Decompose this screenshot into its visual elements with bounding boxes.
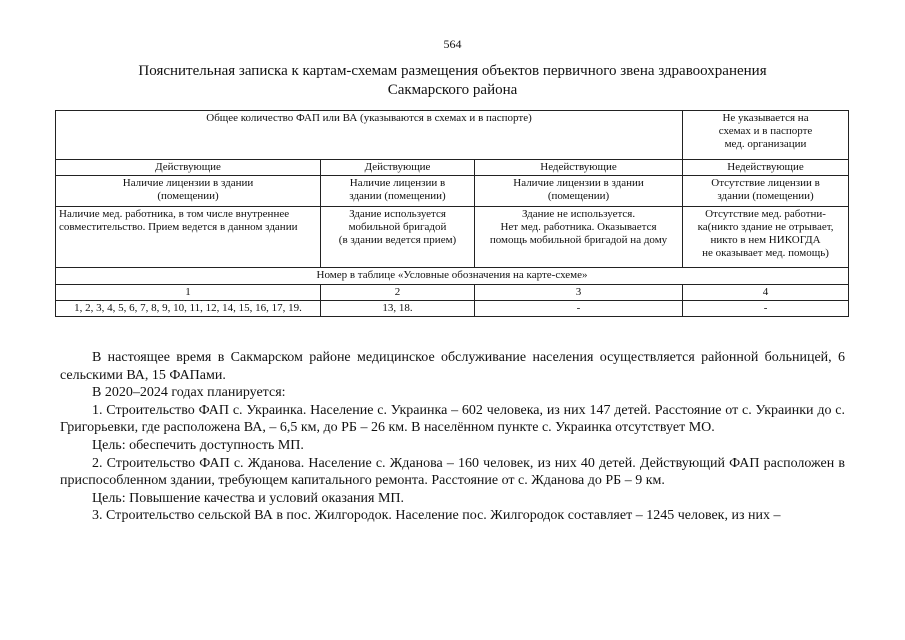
header-not-indicated: Не указывается на схемах и в паспорте мед. организации xyxy=(683,111,849,160)
value-cell: 13, 18. xyxy=(321,301,475,317)
paragraph: Цель: Повышение качества и условий оказания МП. xyxy=(92,490,405,506)
column-index: 2 xyxy=(321,285,475,301)
value-cell: 1, 2, 3, 4, 5, 6, 7, 8, 9, 10, 11, 12, 14, 15, 16, 17, 19. xyxy=(56,301,321,317)
license-cell: Отсутствие лицензии в здании (помещении) xyxy=(683,176,849,207)
document-title xyxy=(60,62,845,100)
paragraph: В настоящее время в Сакмарском районе медицинское обслуживание населения осуществляется районной больницей, 6 сельскими ВА, 15 ФАПами. xyxy=(60,350,845,383)
license-cell: Наличие лицензии в здании (помещении) xyxy=(475,176,683,207)
paragraph: 1. Строительство ФАП с. Украинка. Население с. Украинка – 602 человека, из них 147 детей. Расстояние от с. Украинки до с. Григорьевки, где расположена ВА, – 6,5 км, до РБ – 26 км. В населённом пункте с. Украинка отсутствует МО. xyxy=(60,402,845,436)
license-cell: Наличие лицензии в здании (помещении) xyxy=(321,176,475,207)
paragraph: 2. Строительство ФАП с. Жданова. Население с. Жданова – 160 человек, из них 40 детей. Действующий ФАП расположен в приспособленном здании, требующем капитального ремонта. Расстояние от с. Жданова до РБ – 9 км. xyxy=(60,455,845,489)
paragraph: Цель: обеспечить доступность МП. xyxy=(92,437,304,453)
legend-number-label: Номер в таблице «Условные обозначения на карте-схеме» xyxy=(56,268,849,285)
description-cell: Здание используется мобильной бригадой (в здании ведется прием) xyxy=(321,207,475,268)
header-total-count: Общее количество ФАП или ВА (указываются в схемах и в паспорте) xyxy=(56,111,683,160)
title-line-1: Пояснительная записка к картам-схемам размещения объектов первичного звена здравоохранения xyxy=(138,63,767,79)
description-cell: Здание не используется. Нет мед. работника. Оказывается помощь мобильной бригадой на дому xyxy=(475,207,683,268)
status-cell: Действующие xyxy=(321,160,475,176)
status-cell: Недействующие xyxy=(475,160,683,176)
value-cell: - xyxy=(683,301,849,317)
status-cell: Недействующие xyxy=(683,160,849,176)
explanatory-text xyxy=(60,349,845,525)
column-index: 4 xyxy=(683,285,849,301)
facility-classification-table xyxy=(55,110,849,317)
license-cell: Наличие лицензии в здании (помещении) xyxy=(56,176,321,207)
page-number: 564 xyxy=(443,37,462,51)
paragraph: 3. Строительство сельской ВА в пос. Жилгородок. Население пос. Жилгородок составляет – 1245 человек, из них – xyxy=(92,508,781,524)
column-index: 1 xyxy=(56,285,321,301)
value-cell: - xyxy=(475,301,683,317)
description-cell: Отсутствие мед. работни- ка(никто здание не отрывает, никто в нем НИКОГДА не оказывает мед. помощь) xyxy=(683,207,849,268)
status-cell: Действующие xyxy=(56,160,321,176)
description-cell: Наличие мед. работника, в том числе внутреннее совместительство. Прием ведется в данном здании xyxy=(56,207,321,268)
title-line-2: Сакмарского района xyxy=(387,82,518,98)
paragraph: В 2020–2024 годах планируется: xyxy=(92,385,286,401)
column-index: 3 xyxy=(475,285,683,301)
